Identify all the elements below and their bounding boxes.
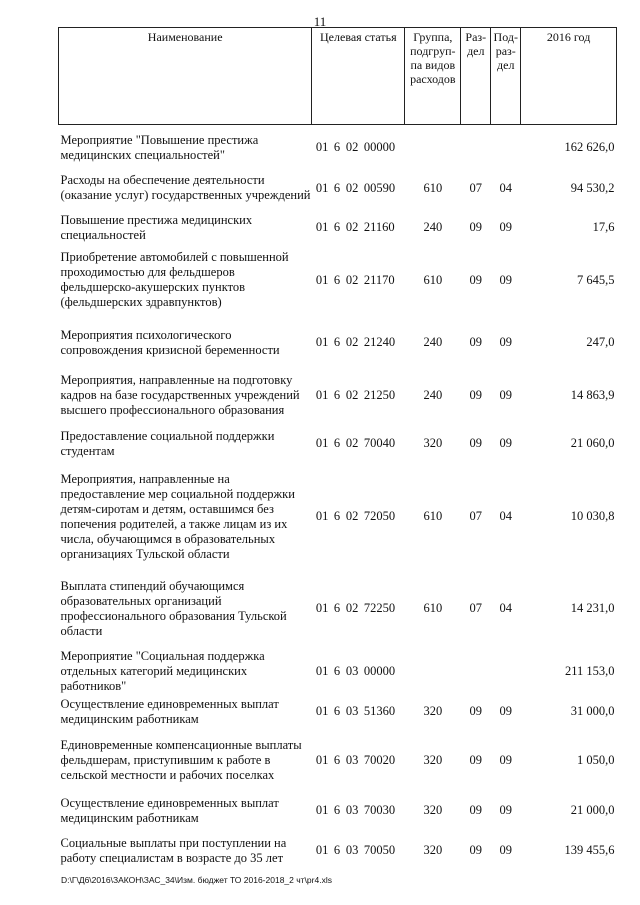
code-part: 6: [333, 180, 341, 195]
code-part: 70030: [363, 803, 396, 817]
header-year: 2016 год: [521, 28, 617, 125]
row-target-code: [312, 729, 405, 793]
row-section: 09: [469, 436, 483, 450]
row-group: 610: [423, 601, 443, 615]
row-target-code: [312, 317, 405, 369]
row-target-code: [312, 695, 405, 729]
row-group: 320: [423, 803, 443, 817]
row-section: [461, 131, 491, 165]
row-target-code: [312, 649, 405, 695]
row-name: Предоставление социальной поддержки студентам: [60, 428, 275, 458]
code-part: 02: [345, 601, 359, 615]
code-part: 01: [315, 509, 329, 523]
table-row: [59, 131, 617, 165]
row-name: Мероприятия, направленные на предоставление мер социальной поддержки детям-сиротам и детям, оставшимся без попечения родителей, а также лицам из их числа, обучающимся в образовательных организациях Тульской области: [60, 471, 295, 561]
row-amount: 139 455,6: [564, 843, 615, 857]
code-part: 03: [345, 704, 359, 718]
code-part: 00000: [363, 664, 396, 678]
row-subsection: [491, 649, 521, 695]
row-group: 240: [423, 335, 443, 349]
code-part: 02: [345, 388, 359, 402]
code-part: 6: [333, 601, 341, 615]
code-part: 01: [315, 180, 329, 195]
code-part: 01: [315, 753, 329, 767]
row-section: [461, 649, 491, 695]
row-target-code: [312, 569, 405, 649]
code-part: 6: [333, 388, 341, 402]
table-row: [59, 244, 617, 317]
code-part: 6: [333, 664, 341, 678]
table-row: [59, 729, 617, 793]
row-name: Повышение престижа медицинских специальностей: [60, 212, 253, 242]
code-part: 6: [333, 335, 341, 349]
table-row: [59, 212, 617, 244]
row-subsection: 09: [499, 843, 512, 857]
row-name: Единовременные компенсационные выплаты фельдшерам, приступившим к работе в сельской местности и рабочих поселках: [60, 738, 302, 782]
row-group: [405, 649, 461, 695]
code-part: 01: [315, 220, 329, 234]
row-section: 07: [469, 509, 483, 523]
code-part: 01: [315, 601, 329, 615]
header-subsection: Под-раз-дел: [491, 28, 521, 125]
code-part: 6: [333, 704, 341, 718]
code-part: 6: [333, 509, 341, 523]
row-section: 09: [469, 704, 483, 718]
code-part: 02: [345, 272, 359, 287]
code-part: 00590: [363, 180, 396, 195]
code-part: 6: [333, 803, 341, 817]
code-part: 01: [315, 388, 329, 402]
code-part: 01: [315, 704, 329, 718]
row-subsection: 09: [499, 220, 512, 234]
code-part: 02: [345, 335, 359, 349]
row-amount: 21 000,0: [570, 803, 615, 817]
table-row: [59, 165, 617, 212]
row-section: 09: [469, 388, 483, 402]
row-section: 09: [469, 753, 483, 767]
code-part: 01: [315, 843, 329, 857]
row-subsection: 09: [499, 704, 512, 718]
row-target-code: [312, 793, 405, 829]
header-target: Целевая статья: [312, 28, 405, 125]
row-section: 09: [469, 335, 483, 349]
code-part: 21250: [363, 388, 396, 402]
row-target-code: [312, 212, 405, 244]
table-row: [59, 793, 617, 829]
row-group: 610: [423, 509, 443, 523]
row-subsection: 04: [499, 180, 512, 195]
code-part: 6: [333, 272, 341, 287]
code-part: 02: [345, 509, 359, 523]
row-amount: 14 231,0: [570, 601, 615, 615]
code-part: 70020: [363, 753, 396, 767]
row-target-code: [312, 369, 405, 423]
code-part: 6: [333, 843, 341, 857]
row-subsection: 09: [499, 388, 512, 402]
budget-table: [58, 27, 617, 873]
code-part: 03: [345, 843, 359, 857]
row-section: 09: [469, 843, 483, 857]
code-part: 6: [333, 753, 341, 767]
code-part: 01: [315, 335, 329, 349]
row-subsection: [491, 131, 521, 165]
code-part: 02: [345, 220, 359, 234]
row-amount: 21 060,0: [570, 436, 615, 450]
row-section: 09: [469, 803, 483, 817]
row-group: [405, 131, 461, 165]
row-amount: 211 153,0: [564, 664, 615, 678]
row-amount: 14 863,9: [570, 388, 615, 402]
code-part: 02: [345, 140, 359, 154]
row-section: 07: [469, 180, 483, 195]
row-subsection: 09: [499, 803, 512, 817]
row-section: 09: [469, 220, 483, 234]
row-name: Выплата стипендий обучающимся образовательных организаций профессионального образования Тульской области: [60, 578, 287, 638]
header-group: Группа, подгруп-па видов расходов: [405, 28, 461, 125]
row-amount: 31 000,0: [570, 704, 615, 718]
row-group: 320: [423, 704, 443, 718]
code-part: 6: [333, 436, 341, 450]
row-section: 09: [469, 272, 483, 287]
row-subsection: 09: [499, 753, 512, 767]
row-target-code: [312, 244, 405, 317]
row-subsection: 09: [499, 335, 512, 349]
code-part: 00000: [363, 140, 396, 154]
table-row: [59, 317, 617, 369]
row-name: Мероприятие "Социальная поддержка отдельных категорий медицинских работников": [60, 649, 265, 693]
code-part: 6: [333, 220, 341, 234]
row-target-code: [312, 165, 405, 212]
row-name: Социальные выплаты при поступлении на работу специалистам в возрасте до 35 лет: [60, 835, 287, 865]
row-amount: 10 030,8: [570, 509, 615, 523]
table-row: [59, 369, 617, 423]
table-header-row: [59, 28, 617, 125]
table-row: [59, 829, 617, 873]
header-section: Раз-дел: [461, 28, 491, 125]
row-amount: 162 626,0: [564, 140, 615, 154]
code-part: 21240: [363, 335, 396, 349]
code-part: 01: [315, 664, 329, 678]
code-part: 02: [345, 180, 359, 195]
row-section: 07: [469, 601, 483, 615]
row-amount: 17,6: [592, 220, 615, 234]
row-subsection: 09: [499, 272, 512, 287]
code-part: 01: [315, 803, 329, 817]
code-part: 21170: [363, 272, 395, 287]
row-group: 610: [423, 180, 443, 195]
row-name: Приобретение автомобилей с повышенной проходимостью для фельдшеров фельдшерско-акушерских пунктов (фельдшерских здравпунктов): [60, 250, 289, 309]
row-name: Осуществление единовременных выплат медицинским работникам: [60, 696, 279, 726]
file-path-footer: D:\Г\Д6\2016\ЗАКОН\ЗАС_34\Изм. бюджет ТО 2016-2018_2 чт\pr4.xls: [61, 875, 332, 885]
code-part: 01: [315, 272, 329, 287]
code-part: 70050: [363, 843, 396, 857]
row-group: 320: [423, 753, 443, 767]
row-group: 320: [423, 436, 443, 450]
code-part: 03: [345, 803, 359, 817]
table-row: [59, 465, 617, 569]
row-group: 240: [423, 388, 443, 402]
row-amount: 247,0: [586, 335, 615, 349]
code-part: 03: [345, 753, 359, 767]
page-number: 11: [313, 14, 327, 29]
row-name: Мероприятия психологического сопровождения кризисной беременности: [60, 327, 280, 357]
code-part: 72050: [363, 509, 396, 523]
row-subsection: 04: [499, 509, 512, 523]
table-row: [59, 423, 617, 465]
row-amount: 7 645,5: [577, 272, 615, 287]
row-name: Осуществление единовременных выплат медицинским работникам: [60, 795, 279, 825]
code-part: 01: [315, 140, 329, 154]
code-part: 51360: [363, 704, 396, 718]
row-name: Расходы на обеспечение деятельности (оказание услуг) государственных учреждений: [60, 173, 311, 202]
code-part: 03: [345, 664, 359, 678]
row-target-code: [312, 423, 405, 465]
table-row: [59, 649, 617, 695]
table-row: [59, 569, 617, 649]
row-target-code: [312, 465, 405, 569]
code-part: 6: [333, 140, 341, 154]
code-part: 02: [345, 436, 359, 450]
row-amount: 1 050,0: [577, 753, 615, 767]
row-target-code: [312, 829, 405, 873]
row-subsection: 04: [499, 601, 512, 615]
code-part: 72250: [363, 601, 396, 615]
row-name: Мероприятие "Повышение престижа медицинских специальностей": [60, 132, 259, 162]
row-name: Мероприятия, направленные на подготовку кадров на базе государственных учреждений высшего профессионального образования: [60, 373, 300, 417]
table-row: [59, 695, 617, 729]
row-target-code: [312, 131, 405, 165]
row-subsection: 09: [499, 436, 512, 450]
row-group: 320: [423, 843, 443, 857]
code-part: 21160: [363, 220, 395, 234]
row-group: 610: [423, 272, 443, 287]
header-name: Наименование: [59, 28, 312, 125]
row-group: 240: [423, 220, 443, 234]
row-amount: 94 530,2: [570, 180, 615, 195]
code-part: 70040: [363, 436, 396, 450]
code-part: 01: [315, 436, 329, 450]
